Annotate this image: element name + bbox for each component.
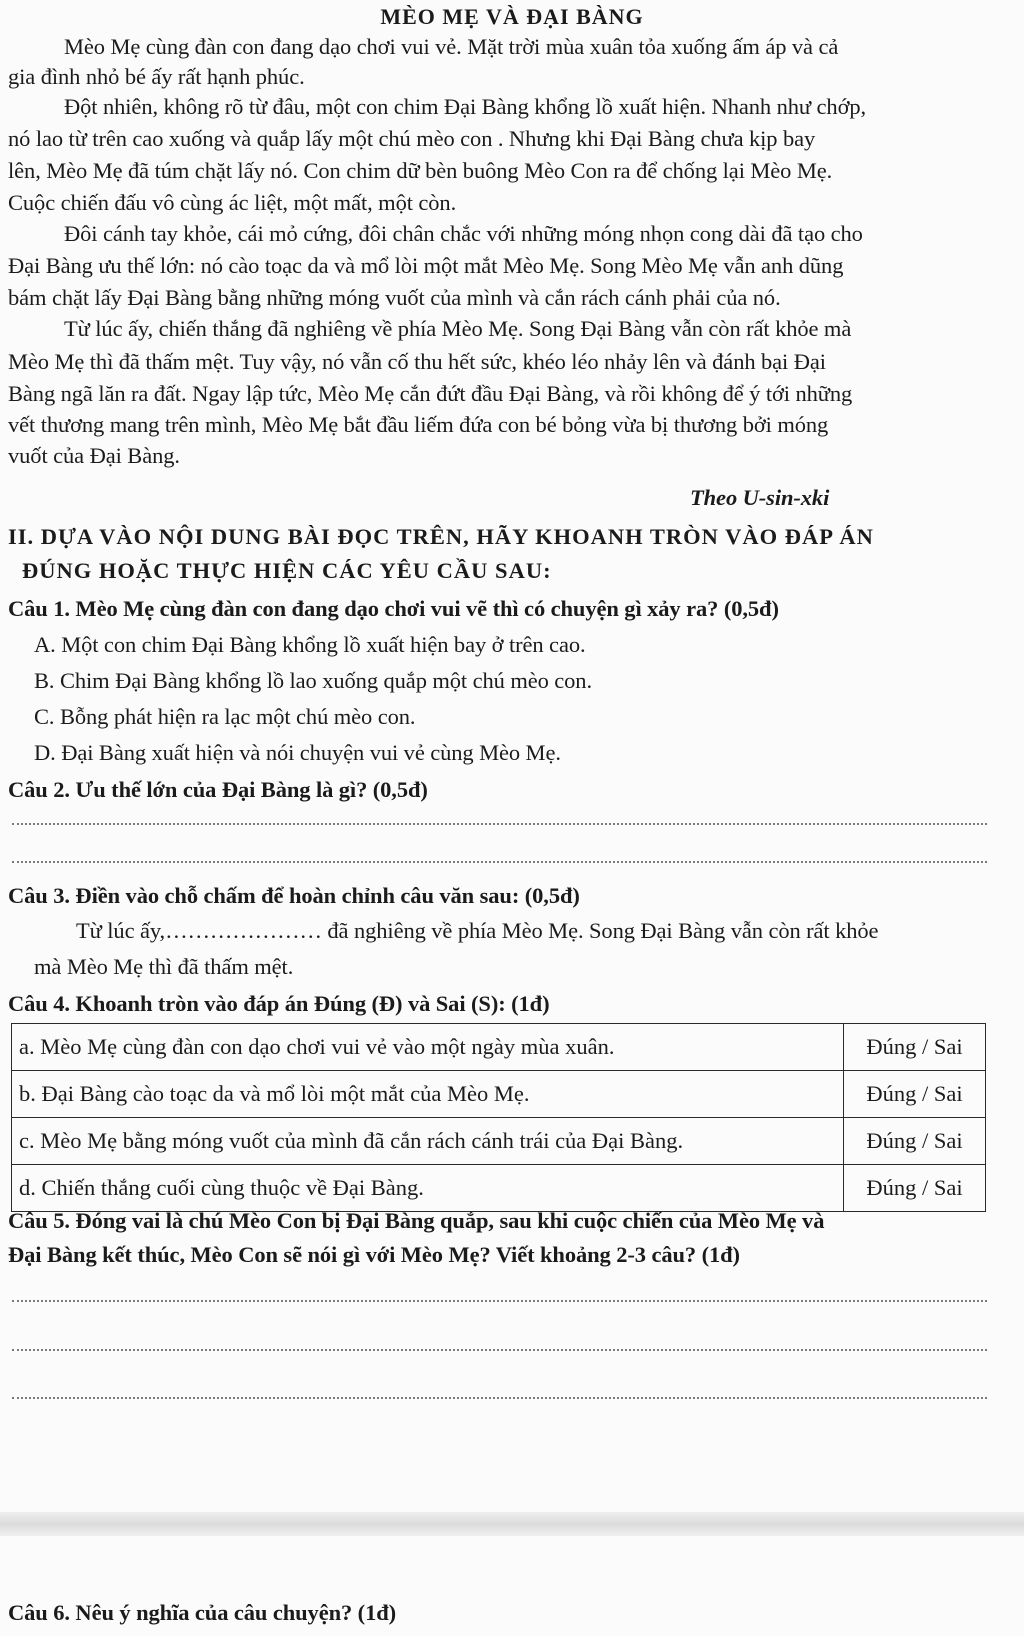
answer-choice[interactable]: Đúng / Sai [844, 1071, 986, 1118]
statement-cell: d. Chiến thắng cuối cùng thuộc về Đại Bàng. [12, 1165, 844, 1212]
story-line: Mèo Mẹ cùng đàn con đang dạo chơi vui vẻ. Mặt trời mùa xuân tỏa xuống ấm áp và cả [64, 34, 839, 59]
page-divider [0, 1512, 1024, 1536]
story-line: bám chặt lấy Đại Bàng bằng những móng vuốt của mình và cắn rách cánh phải của nó. [8, 285, 781, 310]
question-6: Câu 6. Nêu ý nghĩa của câu chuyện? (1đ) [8, 1600, 397, 1625]
story-line: Bàng ngã lăn ra đất. Ngay lập tức, Mèo Mẹ cắn đứt đầu Đại Bàng, và rồi không để ý tới những [8, 381, 853, 406]
table-row [12, 1071, 986, 1118]
question-5: Câu 5. Đóng vai là chú Mèo Con bị Đại Bàng quắp, sau khi cuộc chiến của Mèo Mẹ và [8, 1208, 825, 1233]
story-line: nó lao từ trên cao xuống và quắp lấy một chú mèo con . Nhưng khi Đại Bàng chưa kịp bay [8, 126, 816, 151]
q2-answer-line[interactable] [12, 861, 987, 863]
story-line: Từ lúc ấy, chiến thắng đã nghiêng về phía Mèo Mẹ. Song Đại Bàng vẫn còn rất khỏe mà [64, 316, 852, 341]
section-heading: II. DỰA VÀO NỘI DUNG BÀI ĐỌC TRÊN, HÃY KHOANH TRÒN VÀO ĐÁP ÁN [8, 524, 874, 549]
story-title: MÈO MẸ VÀ ĐẠI BÀNG [380, 4, 644, 29]
true-false-table [11, 1023, 986, 1212]
q3-fill-sentence: mà Mèo Mẹ thì đã thấm mệt. [34, 954, 294, 979]
statement-cell: c. Mèo Mẹ bằng móng vuốt của mình đã cắn rách cánh trái của Đại Bàng. [12, 1118, 844, 1165]
question-5: Đại Bàng kết thúc, Mèo Con sẽ nói gì với Mèo Mẹ? Viết khoảng 2-3 câu? (1đ) [8, 1242, 740, 1267]
story-line: vết thương mang trên mình, Mèo Mẹ bắt đầu liếm đứa con bé bỏng vừa bị thương bởi móng [8, 412, 829, 437]
q2-answer-line[interactable] [12, 823, 987, 825]
story-line: Cuộc chiến đấu vô cùng ác liệt, một mất, một còn. [8, 190, 457, 215]
answer-choice[interactable]: Đúng / Sai [844, 1024, 986, 1071]
q5-answer-line[interactable] [12, 1397, 987, 1399]
q3-fill-sentence[interactable]: Từ lúc ấy,………………… đã nghiêng về phía Mèo Mẹ. Song Đại Bàng vẫn còn rất khỏe [76, 918, 879, 943]
story-line: lên, Mèo Mẹ đã túm chặt lấy nó. Con chim dữ bèn buông Mèo Con ra để chống lại Mèo Mẹ. [8, 158, 833, 183]
answer-choice[interactable]: Đúng / Sai [844, 1118, 986, 1165]
table-row [12, 1118, 986, 1165]
q1-option-a[interactable]: A. Một con chim Đại Bàng khổng lồ xuất hiện bay ở trên cao. [34, 632, 586, 657]
q5-answer-line[interactable] [12, 1349, 987, 1351]
question-4: Câu 4. Khoanh tròn vào đáp án Đúng (Đ) và Sai (S): (1đ) [8, 991, 550, 1016]
story-line: Mèo Mẹ thì đã thấm mệt. Tuy vậy, nó vẫn cố thu hết sức, khéo léo nhảy lên và đánh bại Đại [8, 349, 826, 374]
section-heading: ĐÚNG HOẶC THỰC HIỆN CÁC YÊU CẦU SAU: [22, 558, 552, 583]
answer-choice[interactable]: Đúng / Sai [844, 1165, 986, 1212]
q1-option-d[interactable]: D. Đại Bàng xuất hiện và nói chuyện vui vẻ cùng Mèo Mẹ. [34, 740, 561, 765]
story-line: Đột nhiên, không rõ từ đâu, một con chim Đại Bàng khổng lồ xuất hiện. Nhanh như chớp, [64, 94, 867, 119]
story-source: Theo U-sin-xki [690, 485, 830, 510]
q5-answer-line[interactable] [12, 1300, 987, 1302]
q1-option-c[interactable]: C. Bỗng phát hiện ra lạc một chú mèo con. [34, 704, 416, 729]
statement-cell: a. Mèo Mẹ cùng đàn con dạo chơi vui vẻ vào một ngày mùa xuân. [12, 1024, 844, 1071]
table-row [12, 1024, 986, 1071]
story-line: Đôi cánh tay khỏe, cái mỏ cứng, đôi chân chắc với những móng nhọn cong dài đã tạo cho [64, 221, 863, 246]
question-3: Câu 3. Điền vào chỗ chấm để hoàn chỉnh câu văn sau: (0,5đ) [8, 883, 580, 908]
question-2: Câu 2. Ưu thế lớn của Đại Bàng là gì? (0,5đ) [8, 777, 428, 802]
table-row [12, 1165, 986, 1212]
statement-cell: b. Đại Bàng cào toạc da và mổ lòi một mắt của Mèo Mẹ. [12, 1071, 844, 1118]
story-line: gia đình nhỏ bé ấy rất hạnh phúc. [8, 64, 305, 89]
story-line: vuốt của Đại Bàng. [8, 443, 180, 468]
question-1: Câu 1. Mèo Mẹ cùng đàn con đang dạo chơi vui vẽ thì có chuyện gì xảy ra? (0,5đ) [8, 596, 779, 621]
story-line: Đại Bàng ưu thế lớn: nó cào toạc da và mổ lòi một mắt Mèo Mẹ. Song Mèo Mẹ vẫn anh dũng [8, 253, 844, 278]
q1-option-b[interactable]: B. Chim Đại Bàng khổng lồ lao xuống quắp một chú mèo con. [34, 668, 592, 693]
